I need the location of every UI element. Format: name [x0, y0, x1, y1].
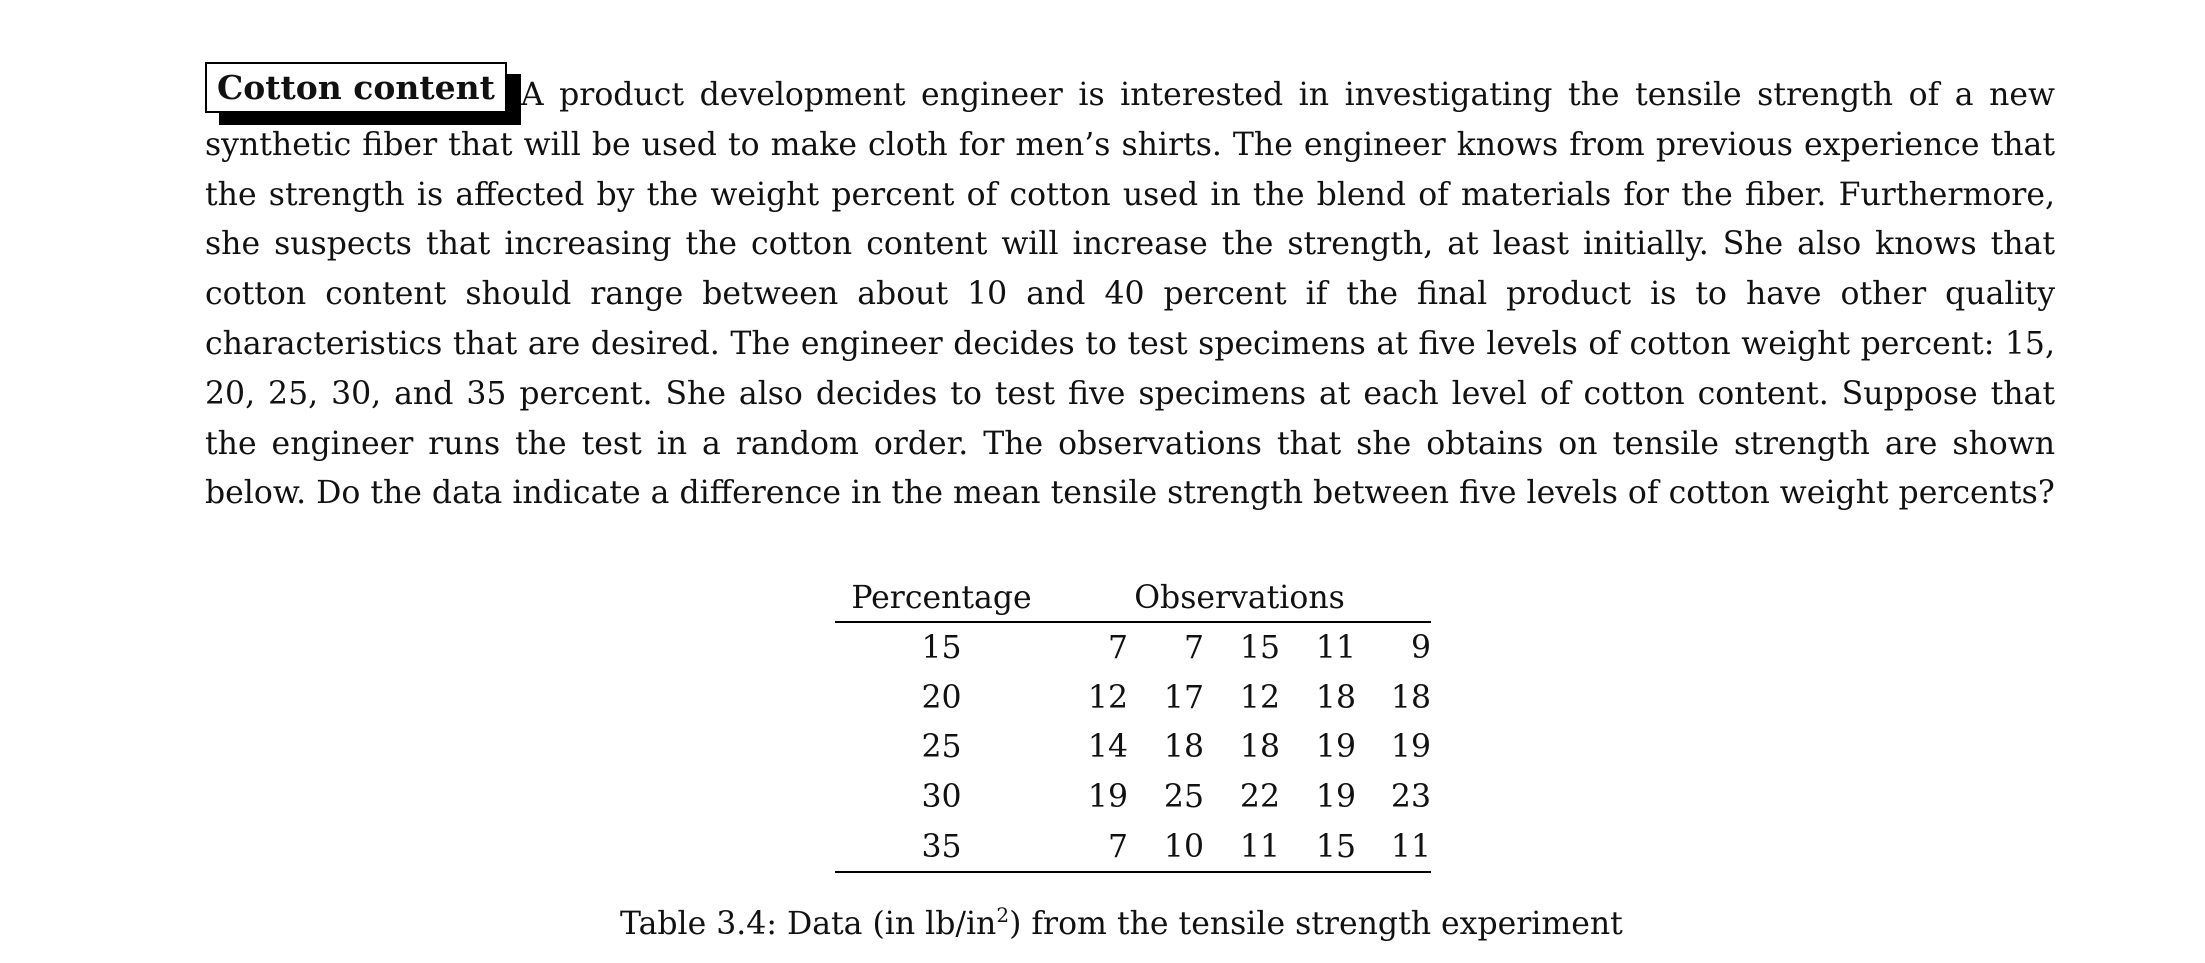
- observation-cell: 11: [1204, 822, 1280, 873]
- observation-cell: 12: [1239, 679, 1280, 716]
- observation-cell: 18: [1239, 729, 1280, 766]
- caption-label: Table 3.4:: [620, 906, 777, 942]
- observation-cell: 19: [1315, 729, 1356, 766]
- observation-cell: 7: [1048, 822, 1128, 873]
- observation-cell: 15: [1239, 629, 1280, 666]
- observation-cell: 7: [1183, 629, 1204, 666]
- observation-cell: 11: [1315, 629, 1356, 666]
- table-row: [835, 673, 1431, 723]
- body-text: A product development engineer is interested in investigating the tensile strength of a new synthetic fiber that will be used to make cloth for men’s shirts. The engineer knows from previous experience that the strength is affected by the weight percent of cotton used in the blend of materials for the fiber. Furthermore, she suspects that increasing the cotton content will increase the strength, at least initially. She also knows that cotton content should range between about 10 and 40 percent if the final product is to have other quality characteristics that are desired. The engineer decides to test specimens at five levels of cotton weight percent: 15, 20, 25, 30, and 35 percent. She also decides to test five specimens at each level of cotton content. Suppose that the engineer runs the test in a random order. The observations that she obtains on tensile strength are shown below. Do the data indicate a difference in the mean tensile strength between five levels of cotton weight percents?: [205, 77, 2055, 512]
- observation-cell: 18: [1390, 679, 1431, 716]
- column-header-observations: Observations: [1048, 575, 1431, 622]
- data-table-container: [835, 575, 1431, 873]
- observation-cell: 10: [1128, 822, 1204, 873]
- observation-cell: 18: [1163, 729, 1204, 766]
- table-row: [835, 822, 1431, 873]
- observation-cell: 25: [1163, 778, 1204, 815]
- caption-text-after: ) from the tensile strength experiment: [1009, 906, 1623, 942]
- observation-cell: 12: [1087, 679, 1128, 716]
- observation-cell: 19: [1390, 729, 1431, 766]
- observation-cell: 19: [1087, 778, 1128, 815]
- section-title-box: [205, 62, 507, 113]
- document-page: [205, 62, 2055, 519]
- percentage-cell: 25: [921, 729, 962, 766]
- table-caption: [620, 904, 1623, 944]
- table-row: [835, 772, 1431, 822]
- table-row: [835, 622, 1431, 673]
- column-header-percentage: Percentage: [835, 575, 1048, 622]
- caption-superscript: 2: [996, 903, 1010, 927]
- table-header-row: [835, 575, 1431, 622]
- body-paragraph: [205, 62, 2055, 519]
- table-row: [835, 722, 1431, 772]
- observation-cell: 23: [1390, 778, 1431, 815]
- percentage-cell: 15: [921, 629, 962, 666]
- data-table: [835, 575, 1431, 873]
- section-title: Cotton content: [205, 62, 507, 113]
- observation-cell: 14: [1087, 729, 1128, 766]
- observation-cell: 17: [1163, 679, 1204, 716]
- observation-cell: 22: [1239, 778, 1280, 815]
- percentage-cell: 35: [835, 822, 1048, 873]
- percentage-cell: 30: [921, 778, 962, 815]
- observation-cell: 7: [1107, 629, 1128, 666]
- percentage-cell: 20: [921, 679, 962, 716]
- observation-cell: 15: [1280, 822, 1356, 873]
- caption-text-before: Data (in lb/in: [786, 906, 997, 942]
- observation-cell: 19: [1315, 778, 1356, 815]
- observation-cell: 18: [1315, 679, 1356, 716]
- observation-cell: 11: [1356, 822, 1431, 873]
- observation-cell: 9: [1410, 629, 1431, 666]
